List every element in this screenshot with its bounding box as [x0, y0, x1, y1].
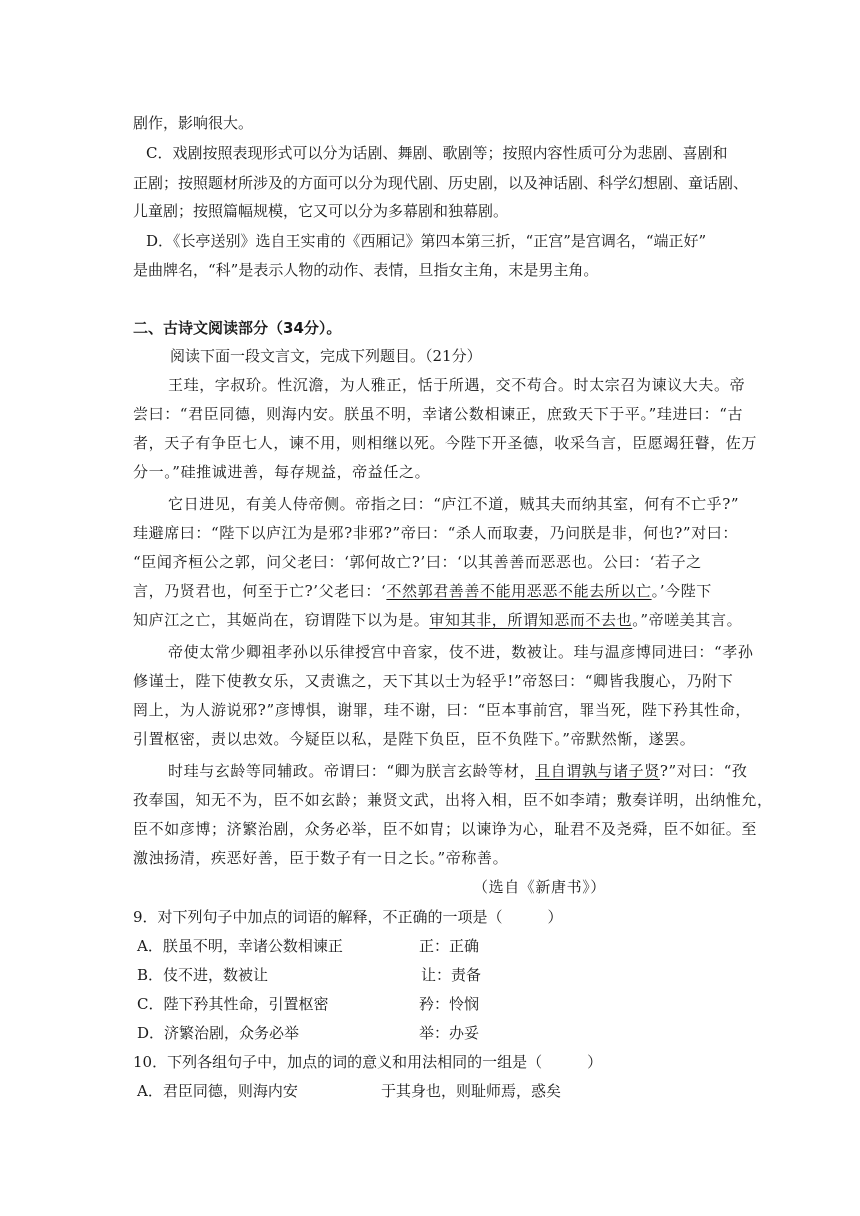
- source-citation: （选自《新唐书》）: [473, 878, 606, 896]
- underlined-text: 不然郭君善善不能用恶恶不能去所以亡: [386, 582, 652, 600]
- passage-line: 孜奉国，知无不为，臣不如玄龄；兼贤文武，出将入相，臣不如李靖；敷奏详明，出纳惟允，: [133, 791, 773, 809]
- question-10: 10．下列各组句子中，加点的词的意义和用法相同的一组是（ ）: [133, 1053, 603, 1071]
- passage-line: “臣闻齐桓公之郭，问父老曰：‘郭何故亡?’曰：‘以其善善而恶恶也。公曰：‘若子之: [133, 553, 702, 571]
- passage-text: 。’今陛下: [651, 582, 712, 600]
- passage-text: 。”帝嗟美其言。: [632, 611, 743, 629]
- q9-option-d-gloss: 举：办妥: [419, 1024, 480, 1042]
- q9-option-b-gloss: 让：责备: [421, 966, 482, 984]
- passage-line: 它日进见，有美人侍帝侧。帝指之曰：“庐江不道，贼其夫而纳其室，何有不亡乎?”: [168, 495, 740, 513]
- instruction: 阅读下面一段文言文，完成下列题目。（21分）: [170, 347, 482, 365]
- q9-option-d: D．济繁治剧，众务必举: [137, 1024, 300, 1042]
- text-line: 正剧；按照题材所涉及的方面可以分为现代剧、历史剧，以及神话剧、科学幻想剧、童话剧、: [133, 174, 749, 192]
- passage-text: 知庐江之亡，其姬尚在，窃谓陛下以为是。: [133, 611, 430, 629]
- passage-line: [133, 581, 712, 601]
- option-d-line: D．《长亭送别》选自王实甫的《西厢记》第四本第三折，“正宫”是宫调名，“端正好”: [146, 232, 707, 250]
- option-c-line: C．戏剧按照表现形式可以分为话剧、舞剧、歌剧等；按照内容性质可分为悲剧、喜剧和: [146, 144, 728, 162]
- section-heading: 二、古诗文阅读部分（34分）。: [133, 319, 342, 337]
- text-line: 是曲牌名，“科”是表示人物的动作、表情，旦指女主角，末是男主角。: [133, 261, 599, 279]
- passage-line: 珪避席曰：“陛下以庐江为是邪?非邪?”帝曰：“杀人而取妻，乃问朕是非，何也?”对曰：: [133, 524, 739, 542]
- passage-text: 言，乃贤君也，何至于亡?’父老曰：‘: [133, 582, 387, 600]
- passage-line: 引置枢密，责以忠效。今疑臣以私，是陛下负臣，臣不负陛下。”帝默然惭，遂罢。: [133, 730, 696, 748]
- q10-option-a-right: 于其身也，则耻师焉，惑矣: [381, 1082, 562, 1100]
- question-9: 9．对下列句子中加点的词语的解释，不正确的一项是（ ）: [133, 908, 563, 926]
- passage-text: 时珪与玄龄等同辅政。帝谓曰：“卿为朕言玄龄等材，: [168, 762, 536, 780]
- passage-line: 王珪，字叔玠。性沉澹，为人雅正，恬于所遇，交不苟合。时太宗召为谏议大夫。帝: [168, 376, 746, 394]
- q10-option-a: A．君臣同德，则海内安: [137, 1082, 298, 1100]
- passage-line: 罔上，为人游说邪?”彦博惧，谢罪，珪不谢，曰：“臣本事前宫，罪当死，陛下矜其性命，: [133, 701, 751, 719]
- underlined-text: 审知其非，所谓知恶而不去也: [429, 611, 633, 629]
- passage-line: 激浊扬清，疾恶好善，臣于数子有一日之长。”帝称善。: [133, 849, 509, 867]
- passage-line: 者，天子有争臣七人，谏不用，则相继以死。今陛下开圣德，收采刍言，臣愿竭狂瞽，佐万: [133, 434, 758, 452]
- text-line: 儿童剧；按照篇幅规模，它又可以分为多幕剧和独幕剧。: [133, 202, 509, 220]
- passage-text: ?”对曰：“孜: [659, 762, 748, 780]
- underlined-text: 且自谓孰与诸子贤: [535, 762, 660, 780]
- q9-option-a-gloss: 正：正确: [419, 937, 480, 955]
- passage-line: 修谨士，陛下使教女乐，又责谯之，天下其以士为轻乎!”帝怒曰：“卿皆我腹心，乃附下: [133, 672, 734, 690]
- q9-option-c: C．陛下矜其性命，引置枢密: [137, 995, 329, 1013]
- passage-line: [133, 610, 742, 630]
- q9-option-a: A．朕虽不明，幸诸公数相谏正: [137, 937, 343, 955]
- q9-option-b: B．伎不进，数被让: [137, 966, 269, 984]
- q9-option-c-gloss: 矜：怜悯: [419, 995, 480, 1013]
- text-line: 剧作，影响很大。: [133, 114, 254, 132]
- passage-line: 帝使太常少卿祖孝孙以乐律授宫中音家，伎不进，数被让。珪与温彦博同进曰：“孝孙: [168, 643, 754, 661]
- passage-line: 臣不如彦博；济繁治剧，众务必举，臣不如胄；以谏诤为心，耻君不及尧舜，臣不如征。至: [133, 820, 758, 838]
- passage-line: 尝曰：“君臣同德，则海内安。朕虽不明，幸诸公数相谏正，庶致天下于平。”珪进曰：“古: [133, 405, 744, 423]
- passage-line: 分一。”硅推诚进善，每存规益，帝益任之。: [133, 463, 431, 481]
- passage-line: [168, 761, 747, 781]
